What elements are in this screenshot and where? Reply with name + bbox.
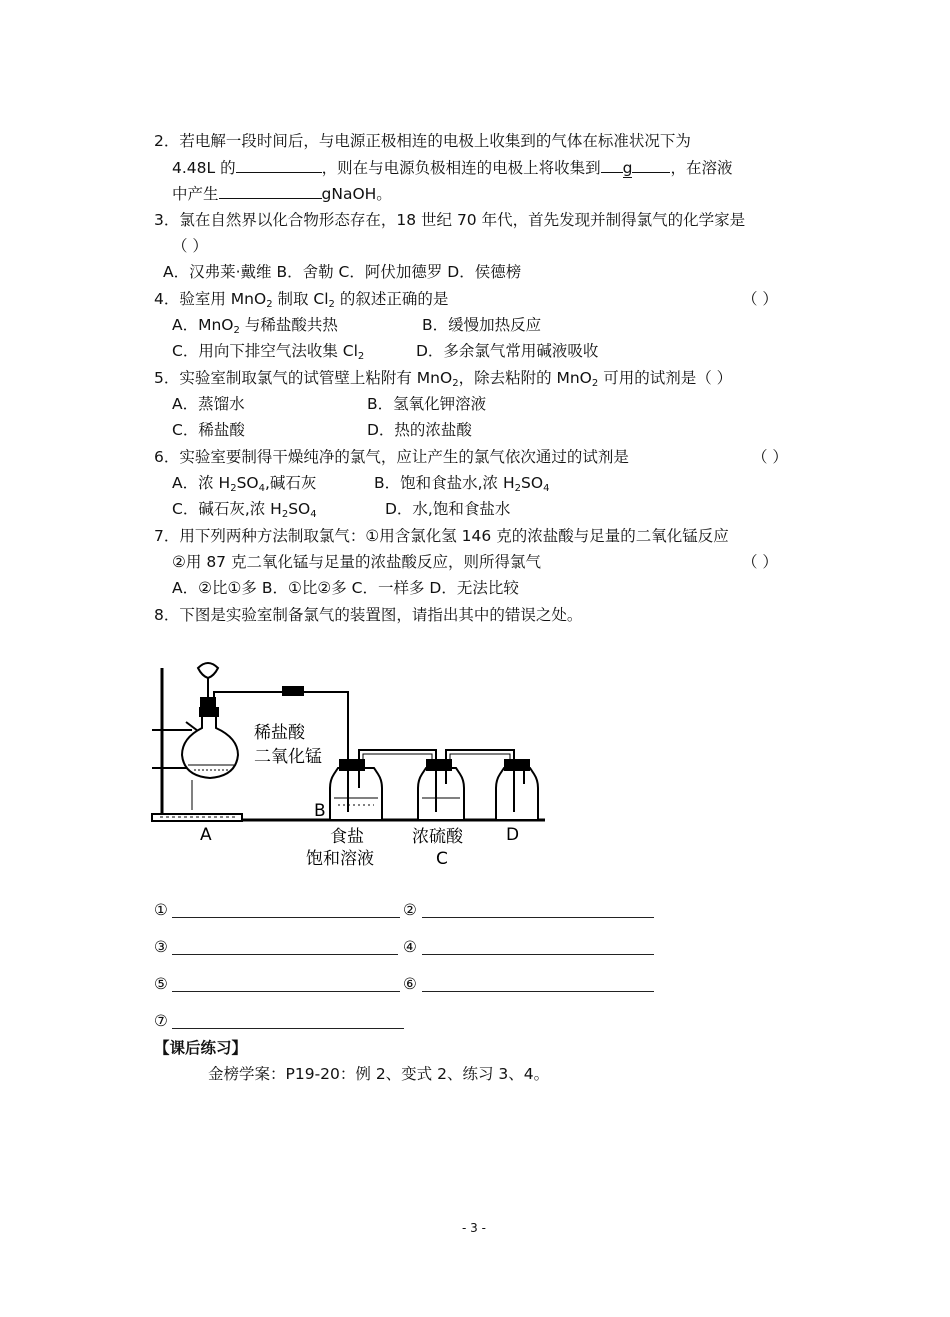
q3-stem: 3．氯在自然界以化合物形态存在，18 世纪 70 年代，首先发现并制得氯气的化学家是 — [154, 211, 746, 229]
q5-option-a: A．蒸馏水 — [172, 395, 245, 413]
q4-option-c: C．用向下排空气法收集 $Cl_2$ — [172, 342, 365, 362]
answer-blank[interactable] — [219, 183, 322, 199]
q6-stem: 6．实验室要制得干燥纯净的氯气，应让产生的氯气依次通过的试剂是 — [154, 448, 629, 466]
label-d: D — [506, 825, 520, 845]
q3-options: A．汉弗莱·戴维 B．舍勒 C．阿伏加德罗 D．侯德榜 — [163, 263, 522, 281]
answer-line-4[interactable] — [422, 954, 654, 955]
q2-line3: 中产生 gNaOH。 — [172, 185, 392, 203]
answer-marker-3: ③ — [154, 938, 168, 956]
answer-blank[interactable] — [601, 157, 623, 173]
answer-marker-6: ⑥ — [403, 975, 417, 993]
q6-paren: （ ） — [752, 448, 788, 466]
homework-heading: 【课后练习】 — [154, 1039, 248, 1057]
q5-option-c: C．稀盐酸 — [172, 421, 245, 439]
q7-line1: 7．用下列两种方法制取氯气：①用含氯化氢 146 克的浓盐酸与足量的二氧化锰反应 — [154, 527, 729, 545]
answer-line-1[interactable] — [172, 917, 400, 918]
q7-options: A．②比①多 B．①比②多 C．一样多 D．无法比较 — [172, 579, 519, 597]
q5-stem: 5．实验室制取氯气的试管壁上粘附有 MnO$_2$，除去粘附的 MnO$_2$ 可用的试剂是（ ） — [154, 369, 733, 389]
answer-line-7[interactable] — [172, 1028, 404, 1029]
q7-line2: ②用 87 克二氧化锰与足量的浓盐酸反应，则所得氯气 — [172, 553, 541, 571]
q4-stem: 4．验室用 MnO$_2$ 制取 $Cl_2$ 的叙述正确的是 — [154, 290, 449, 310]
q4-option-b: B．缓慢加热反应 — [422, 316, 542, 334]
q5-option-b: B．氢氧化钾溶液 — [367, 395, 487, 413]
answer-blank[interactable] — [632, 157, 670, 173]
answer-line-5[interactable] — [172, 991, 400, 992]
answer-marker-5: ⑤ — [154, 975, 168, 993]
answer-marker-7: ⑦ — [154, 1012, 168, 1030]
answer-line-2[interactable] — [422, 917, 654, 918]
homework-text: 金榜学案：P19-20：例 2、变式 2、练习 3、4。 — [208, 1065, 550, 1083]
q6-option-c: C．碱石灰,浓 $H_2SO_4$ — [172, 500, 317, 520]
answer-line-3[interactable] — [172, 954, 398, 955]
q8-stem: 8．下图是实验室制备氯气的装置图，请指出其中的错误之处。 — [154, 606, 583, 624]
answer-line-6[interactable] — [422, 991, 654, 992]
label-saturated: 饱和溶液 — [306, 849, 374, 869]
label-dilute-hcl: 稀盐酸 — [254, 723, 305, 743]
label-b: B — [314, 801, 326, 821]
q6-option-d: D．水,饱和食盐水 — [385, 500, 511, 518]
q2-line1: 2．若电解一段时间后，与电源正极相连的电极上收集到的气体在标准状况下为 — [154, 132, 691, 150]
q6-option-b: B．饱和食盐水,浓 $H_2SO_4$ — [374, 474, 550, 494]
label-salt: 食盐 — [330, 827, 364, 847]
answer-marker-2: ② — [403, 901, 417, 919]
q7-paren: （ ） — [742, 553, 778, 571]
answer-marker-1: ① — [154, 901, 168, 919]
label-c: C — [436, 849, 448, 869]
page-number: - 3 - — [462, 1221, 486, 1235]
q6-option-a: A．浓 $H_2SO_4$,碱石灰 — [172, 474, 317, 494]
label-mno2: 二氧化锰 — [254, 747, 322, 767]
q2-line2: 4.48L 的 ，则在与电源负极相连的电极上将收集到 g ，在溶液 — [172, 159, 733, 177]
answer-blank[interactable] — [236, 157, 322, 173]
q4-option-a: A．MnO$_2$ 与稀盐酸共热 — [172, 316, 338, 336]
apparatus-diagram — [150, 660, 550, 870]
q4-option-d: D．多余氯气常用碱液吸收 — [416, 342, 599, 360]
label-a: A — [200, 825, 212, 845]
label-h2so4: 浓硫酸 — [412, 827, 463, 847]
q3-paren: （ ） — [172, 237, 208, 255]
q4-paren: （ ） — [742, 290, 778, 308]
q5-option-d: D．热的浓盐酸 — [367, 421, 472, 439]
answer-marker-4: ④ — [403, 938, 417, 956]
